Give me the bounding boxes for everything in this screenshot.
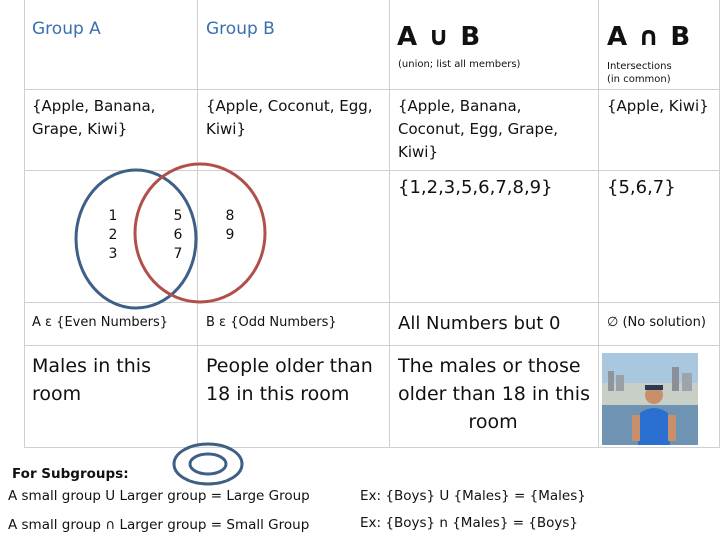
header-union-symbol: A ∪ B xyxy=(397,22,482,52)
row1-group-a xyxy=(32,95,155,141)
venn-number: 5 xyxy=(173,208,183,224)
subgroups-title: For Subgroups: xyxy=(12,466,129,482)
row4-union xyxy=(398,352,598,436)
venn-a-only xyxy=(103,207,123,264)
venn-b-only xyxy=(220,207,240,245)
venn-number: 6 xyxy=(173,227,183,243)
text-line: {Apple, Banana, xyxy=(32,97,156,115)
divider xyxy=(389,0,390,448)
header-group-a: Group A xyxy=(32,19,101,39)
text-line: Grape, Kiwi} xyxy=(32,120,128,138)
row4-group-a xyxy=(32,352,151,408)
venn-both xyxy=(168,207,188,264)
intersection-note-line1: Intersections xyxy=(607,61,672,72)
text-line: older than 18 in this xyxy=(398,383,590,405)
row3-intersection: ∅ (No solution) xyxy=(607,315,706,330)
header-intersection-symbol: A ∩ B xyxy=(607,22,692,52)
rule-intersection: A small group ∩ Larger group = Small Group xyxy=(8,517,310,533)
text-line: Kiwi} xyxy=(398,143,438,161)
row4-group-b xyxy=(206,352,373,408)
row3-union: All Numbers but 0 xyxy=(398,313,561,334)
venn-number: 8 xyxy=(225,208,235,224)
text-line: room xyxy=(32,383,82,405)
row2-intersection: {5,6,7} xyxy=(607,177,676,198)
header-union-note: (union; list all members) xyxy=(398,59,521,70)
row3-group-a: A ε {Even Numbers} xyxy=(32,315,168,330)
header-group-b: Group B xyxy=(206,19,275,39)
intersection-note-line2: (in common) xyxy=(607,74,671,85)
person-photo xyxy=(602,353,698,445)
row3-group-b: B ε {Odd Numbers} xyxy=(206,315,337,330)
rule-union: A small group U Larger group = Large Group xyxy=(8,488,310,504)
text-line: {Apple, Banana, xyxy=(398,97,522,115)
row1-group-b xyxy=(206,95,373,141)
divider xyxy=(598,0,599,448)
text-line: Coconut, Egg, Grape, xyxy=(398,120,559,138)
row2-union: {1,2,3,5,6,7,8,9} xyxy=(398,177,553,198)
venn-number: 3 xyxy=(108,246,118,262)
text-line: Kiwi} xyxy=(206,120,246,138)
divider xyxy=(24,447,720,448)
header-intersection-note xyxy=(607,60,672,86)
row1-intersection: {Apple, Kiwi} xyxy=(607,97,709,115)
venn-number: 2 xyxy=(108,227,118,243)
nested-circles-icon xyxy=(170,440,250,490)
divider xyxy=(24,0,25,448)
venn-number: 7 xyxy=(173,246,183,262)
venn-number: 9 xyxy=(225,227,235,243)
row1-union xyxy=(398,95,558,164)
text-line: The males or those xyxy=(398,355,581,377)
example-intersection: Ex: {Boys} n {Males} = {Boys} xyxy=(360,515,579,531)
text-line: 18 in this room xyxy=(206,383,350,405)
divider xyxy=(24,345,720,346)
text-line: {Apple, Coconut, Egg, xyxy=(206,97,373,115)
text-line: People older than xyxy=(206,355,373,377)
circle-b xyxy=(135,164,265,302)
venn-number: 1 xyxy=(108,208,118,224)
text-line: Males in this xyxy=(32,355,151,377)
divider xyxy=(24,89,720,90)
text-line: room xyxy=(468,411,518,433)
example-union: Ex: {Boys} U {Males} = {Males} xyxy=(360,488,586,504)
